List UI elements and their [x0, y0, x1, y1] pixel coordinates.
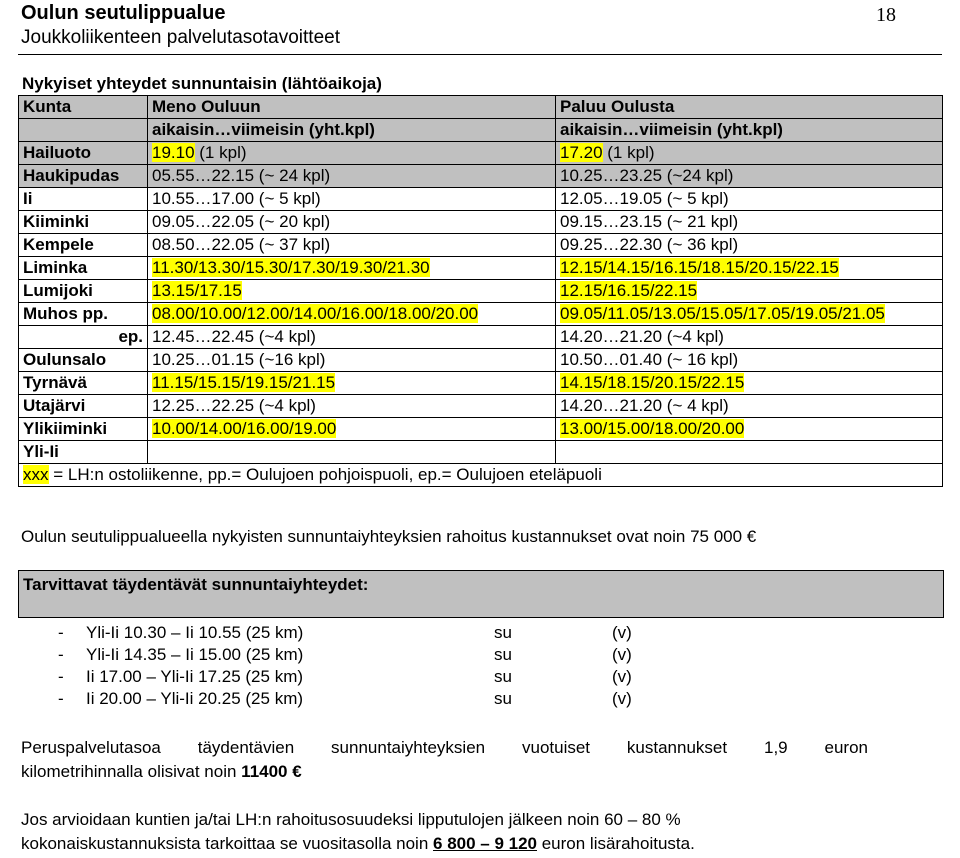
schedule-table [18, 95, 943, 487]
paluu-time: 12.15/14.15/16.15/18.15/20.15/22.15 [560, 258, 839, 277]
header-rule [18, 54, 942, 55]
row-paluu: 14.20…21.20 (~4 kpl) [556, 326, 943, 349]
row-kunta: Kempele [19, 234, 148, 257]
row-kunta: Tyrnävä [19, 372, 148, 395]
item-dash: - [58, 689, 64, 708]
item-route: Yli-Ii 10.30 – Ii 10.55 (25 km) [86, 623, 304, 642]
item-route: Ii 20.00 – Yli-Ii 20.25 (25 km) [86, 689, 304, 708]
row-paluu [556, 441, 943, 464]
item-dash: - [58, 667, 64, 686]
table-row [19, 234, 943, 257]
cost-paragraph-line2 [21, 762, 302, 782]
col-header-kunta: Kunta [19, 96, 148, 119]
paluu-time: 13.00/15.00/18.00/20.00 [560, 419, 745, 438]
col-header-meno: Meno Ouluun [148, 96, 556, 119]
subheader-meno: aikaisin…viimeisin (yht.kpl) [148, 119, 556, 142]
row-kunta: Kiiminki [19, 211, 148, 234]
row-kunta: Utajärvi [19, 395, 148, 418]
share-amount: 6 800 – 9 120 [433, 834, 537, 853]
row-meno: 10.25…01.15 (~16 kpl) [148, 349, 556, 372]
paluu-time: 09.05/11.05/13.05/15.05/17.05/19.05/21.05 [560, 304, 885, 323]
row-paluu [556, 372, 943, 395]
row-paluu [556, 418, 943, 441]
row-paluu [556, 257, 943, 280]
table-row [19, 418, 943, 441]
row-paluu [556, 142, 943, 165]
table-row [19, 326, 943, 349]
table-row [19, 395, 943, 418]
table-row [19, 349, 943, 372]
row-paluu: 09.15…23.15 (~ 21 kpl) [556, 211, 943, 234]
col-header-paluu: Paluu Oulusta [556, 96, 943, 119]
subheader-empty [19, 119, 148, 142]
row-meno: 09.05…22.05 (~ 20 kpl) [148, 211, 556, 234]
item-day: su [494, 623, 512, 642]
legend-marker: xxx [23, 465, 49, 484]
table-row [19, 257, 943, 280]
meno-time: 10.00/14.00/16.00/19.00 [152, 419, 337, 438]
item-day: su [494, 689, 512, 708]
row-meno: 05.55…22.15 (~ 24 kpl) [148, 165, 556, 188]
row-paluu [556, 303, 943, 326]
cost-paragraph-line1: Peruspalvelutasoa täydentävien sunnuntaiyhteyksien vuotuiset kustannukset 1,9 euron [21, 738, 868, 757]
meno-time: 11.15/15.15/19.15/21.15 [152, 373, 336, 392]
share-post: euron lisärahoitusta. [537, 834, 695, 853]
needed-heading: Tarvittavat täydentävät sunnuntaiyhteydet: [23, 575, 369, 594]
row-kunta: ep. [19, 326, 148, 349]
table-row [19, 303, 943, 326]
needed-heading-box [18, 570, 944, 618]
item-route: Yli-Ii 14.35 – Ii 15.00 (25 km) [86, 645, 304, 664]
row-meno: 08.50…22.05 (~ 37 kpl) [148, 234, 556, 257]
row-meno [148, 441, 556, 464]
table-row [19, 280, 943, 303]
table-row [19, 441, 943, 464]
item-mark: (v) [612, 623, 632, 642]
cost-pre: kilometrihinnalla olisivat noin [21, 762, 242, 781]
table-row [19, 188, 943, 211]
row-kunta: Haukipudas [19, 165, 148, 188]
row-paluu: 09.25…22.30 (~ 36 kpl) [556, 234, 943, 257]
row-paluu [556, 280, 943, 303]
row-meno [148, 303, 556, 326]
table-header-row [19, 96, 943, 119]
row-paluu: 12.05…19.05 (~ 5 kpl) [556, 188, 943, 211]
legend-row [19, 464, 943, 487]
legend-text: = LH:n ostoliikenne, pp.= Oulujoen pohjoispuoli, ep.= Oulujoen eteläpuoli [48, 465, 602, 484]
table-row [19, 165, 943, 188]
row-kunta: Lumijoki [19, 280, 148, 303]
row-meno: 12.45…22.45 (~4 kpl) [148, 326, 556, 349]
item-route: Ii 17.00 – Yli-Ii 17.25 (25 km) [86, 667, 304, 686]
item-dash: - [58, 623, 64, 642]
row-kunta: Oulunsalo [19, 349, 148, 372]
share-paragraph-line2 [21, 834, 695, 854]
row-meno [148, 142, 556, 165]
row-meno [148, 257, 556, 280]
item-mark: (v) [612, 689, 632, 708]
item-dash: - [58, 645, 64, 664]
meno-time: 13.15/17.15 [152, 281, 242, 300]
table-legend [19, 464, 943, 487]
table-subheader-row [19, 119, 943, 142]
page-number: 18 [876, 4, 896, 26]
item-day: su [494, 667, 512, 686]
row-kunta: Hailuoto [19, 142, 148, 165]
row-paluu: 10.50…01.40 (~ 16 kpl) [556, 349, 943, 372]
table-row [19, 211, 943, 234]
item-day: su [494, 645, 512, 664]
share-pre: kokonaiskustannuksista tarkoittaa se vuositasolla noin [21, 834, 434, 853]
row-kunta: Ii [19, 188, 148, 211]
row-meno [148, 372, 556, 395]
cost-amount: 11400 [241, 762, 288, 781]
item-mark: (v) [612, 645, 632, 664]
row-meno: 10.55…17.00 (~ 5 kpl) [148, 188, 556, 211]
paluu-count: (1 kpl) [602, 143, 655, 162]
row-meno: 12.25…22.25 (~4 kpl) [148, 395, 556, 418]
row-meno [148, 280, 556, 303]
header-title: Oulun seutulippualue [21, 2, 226, 24]
meno-count: (1 kpl) [194, 143, 247, 162]
subheader-paluu: aikaisin…viimeisin (yht.kpl) [556, 119, 943, 142]
share-paragraph-line1: Jos arvioidaan kuntien ja/tai LH:n rahoitusosuudeksi lipputulojen jälkeen noin 60 – 80 % [21, 810, 681, 829]
paluu-time: 14.15/18.15/20.15/22.15 [560, 373, 745, 392]
row-paluu: 14.20…21.20 (~ 4 kpl) [556, 395, 943, 418]
cost-currency: € [287, 762, 302, 781]
row-kunta: Liminka [19, 257, 148, 280]
row-paluu: 10.25…23.25 (~24 kpl) [556, 165, 943, 188]
paluu-time: 17.20 [560, 143, 603, 162]
header-subtitle: Joukkoliikenteen palvelutasotavoitteet [21, 27, 340, 48]
table-row [19, 142, 943, 165]
table-row [19, 372, 943, 395]
funding-text: Oulun seutulippualueella nykyisten sunnuntaiyhteyksien rahoitus kustannukset ovat noin 75 000 € [21, 527, 757, 546]
item-mark: (v) [612, 667, 632, 686]
row-meno [148, 418, 556, 441]
meno-time: 19.10 [152, 143, 195, 162]
paluu-time: 12.15/16.15/22.15 [560, 281, 698, 300]
row-kunta: Ylikiiminki [19, 418, 148, 441]
meno-time: 08.00/10.00/12.00/14.00/16.00/18.00/20.00 [152, 304, 479, 323]
table-caption: Nykyiset yhteydet sunnuntaisin (lähtöaikoja) [22, 74, 382, 93]
row-kunta: Yli-Ii [19, 441, 148, 464]
row-kunta: Muhos pp. [19, 303, 148, 326]
meno-time: 11.30/13.30/15.30/17.30/19.30/21.30 [152, 258, 430, 277]
